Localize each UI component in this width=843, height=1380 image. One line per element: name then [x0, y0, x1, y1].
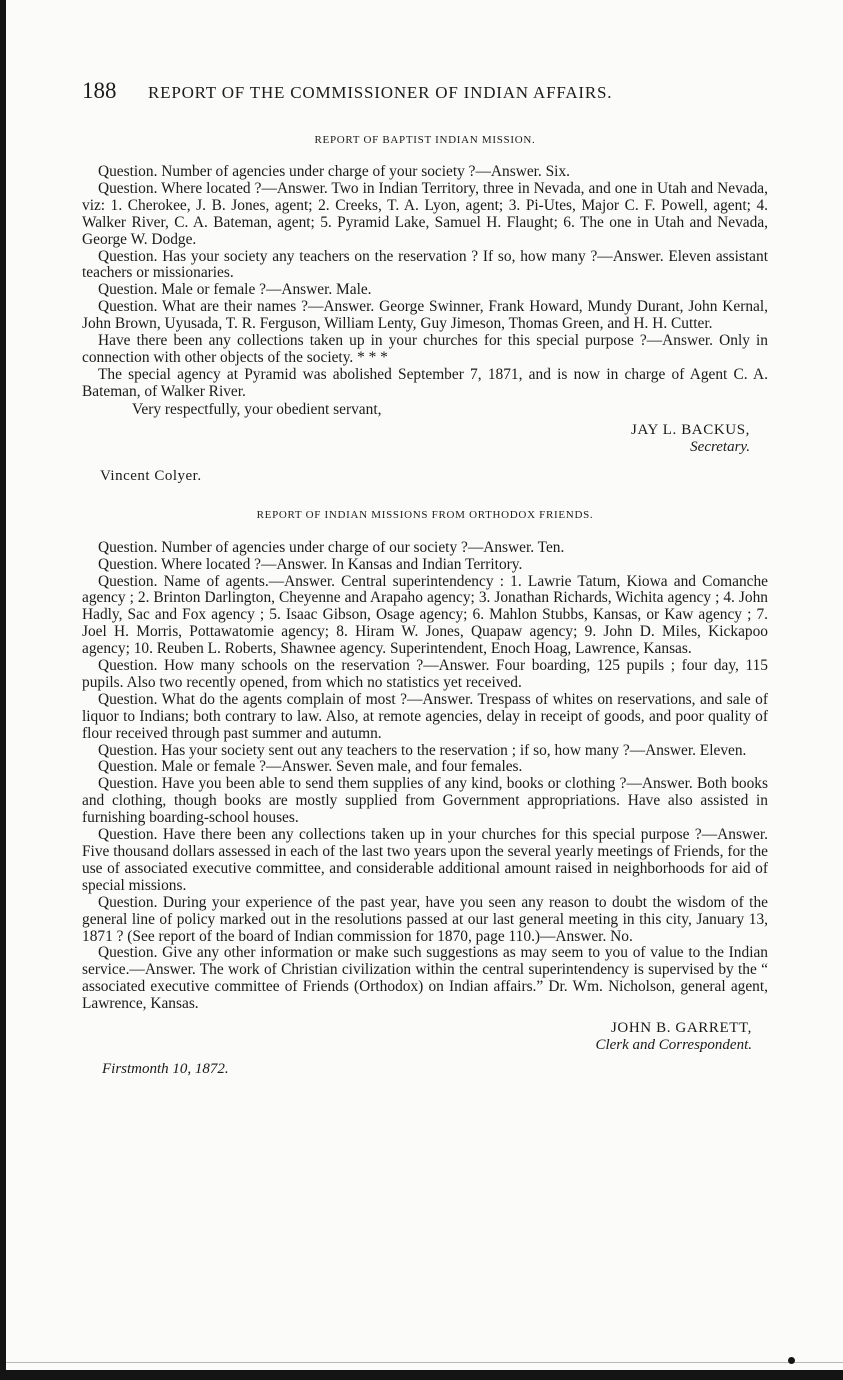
signatory-title: Clerk and Correspondent. [595, 1037, 752, 1054]
addressee: Vincent Colyer. [100, 467, 202, 484]
signature-block [82, 421, 768, 456]
closing-salutation: Very respectfully, your obedient servant, [132, 400, 382, 418]
paragraph: Question. Male or female ?—Answer. Seven male, and four females. [98, 758, 523, 776]
paragraph: Question. Have there been any collections taken up in your churches for this special purpose ?—Answer. Five thousand dollars assessed in each of the last two years upon the several yearly meetings of Friends, for the use of associated executive committee, and considerable additional amount raised in neighborhoods for aid of special missions. [82, 826, 768, 894]
paragraph: Question. What are their names ?—Answer. George Swinner, Frank Howard, Mundy Durant, John Kernal, John Brown, Uyusada, T. R. Ferguson, William Lenty, Guy Jimeson, Thomas Green, and H. H. Cutter. [82, 298, 768, 333]
running-title: REPORT OF THE COMMISSIONER OF INDIAN AFFAIRS. [148, 83, 613, 102]
scan-bottom-edge [0, 1370, 843, 1380]
paragraph: Question. Has your society sent out any teachers to the reservation ; if so, how many ?—Answer. Eleven. [98, 741, 747, 759]
date-line: Firstmonth 10, 1872. [102, 1061, 229, 1078]
paragraph: The special agency at Pyramid was abolished September 7, 1871, and is now in charge of Agent C. A. Bateman, of Walker River. [82, 365, 768, 400]
section-body-friends [82, 540, 768, 1013]
paragraph: Question. Have you been able to send them supplies of any kind, books or clothing ?—Answer. Both books and clothing, though books are mostly supplied from Government appropriations. Have also assisted in furnishing boarding-school houses. [82, 775, 768, 827]
paragraph: Question. How many schools on the reservation ?—Answer. Four boarding, 125 pupils ; four day, 115 pupils. Also two recently opened, from which no statistics yet received. [82, 657, 768, 691]
scan-speck [788, 1357, 795, 1364]
signatory-title: Secretary. [690, 438, 750, 455]
scan-bottom-rule [6, 1362, 843, 1363]
signatory-name: JOHN B. GARRETT, [611, 1020, 752, 1037]
signatory-name: JAY L. BACKUS, [631, 421, 750, 438]
section-heading-baptist: REPORT OF BAPTIST INDIAN MISSION. [314, 134, 536, 146]
section-heading-friends: REPORT OF INDIAN MISSIONS FROM ORTHODOX FRIENDS. [256, 508, 594, 521]
paragraph: Question. Where located ?—Answer. Two in Indian Territory, three in Nevada, and one in Utah and Nevada, viz: 1. Cherokee, J. B. Jones, agent; 2. Creeks, T. A. Lyon, agent; 3. Pi-Utes, Major C. F. Powell, agent; 4. Walker River, C. A. Bateman, agent; 5. Pyramid Lake, Samuel H. Flaught; 6. The one in Utah and Nevada, George W. Dodge. [82, 179, 768, 248]
page-number: 188 [82, 78, 117, 103]
signature-block [82, 1019, 768, 1054]
paragraph: Question. Number of agencies under charge of our society ?—Answer. Ten. [98, 538, 565, 556]
section-body-baptist [82, 164, 768, 401]
paragraph: Question. Give any other information or make such suggestions as may seem to you of value to the Indian service.—Answer. The work of Christian civilization within the central superintendency is supervised by the “ associated executive committee of Friends (Orthodox) on Indian affairs.” Dr. Wm. Nicholson, general agent, Lawrence, Kansas. [82, 944, 768, 1013]
paragraph: Question. During your experience of the past year, have you seen any reason to doubt the wisdom of the general line of policy marked out in the resolutions passed at our last general meeting in this city, January 13, 1871 ? (See report of the board of Indian commission for 1870, page 110.)—Answer. No. [82, 893, 768, 945]
paragraph: Question. Where located ?—Answer. In Kansas and Indian Territory. [98, 555, 523, 573]
paragraph: Have there been any collections taken up in your churches for this special purpose ?—Answer. Only in connection with other objects of the society. * * * [82, 332, 768, 366]
paragraph: Question. Male or female ?—Answer. Male. [98, 281, 372, 299]
paragraph: Question. Number of agencies under charge of your society ?—Answer. Six. [98, 163, 570, 180]
paragraph: Question. Name of agents.—Answer. Central superintendency : 1. Lawrie Tatum, Kiowa and Comanche agency ; 2. Brinton Darlington, Cheyenne and Arapaho agency; 3. Jonathan Richards, Wichita agency ; 4. John Hadly, Sac and Fox agency ; 5. Isaac Gibson, Osage agency; 6. Mahlon Stubbs, Kansas, or Kaw agency ; 7. Joel H. Morris, Pottawatomie agency; 8. Hiram W. Jones, Quapaw agency; 9. John D. Miles, Kickapoo agency; 10. Reuben L. Roberts, Shawnee agency. Superintendent, Enoch Hoag, Lawrence, Kansas. [82, 572, 768, 658]
page-header [82, 78, 768, 104]
paragraph: Question. What do the agents complain of most ?—Answer. Trespass of whites on reservations, and sale of liquor to Indians; both contrary to law. Also, at remote agencies, delay in receipt of goods, and poor quality of flour received through past summer and autumn. [82, 690, 768, 742]
document-page [82, 78, 768, 1078]
scan-left-edge [0, 0, 6, 1380]
paragraph: Question. Has your society any teachers on the reservation ? If so, how many ?—Answer. Eleven assistant teachers or missionaries. [82, 247, 768, 282]
